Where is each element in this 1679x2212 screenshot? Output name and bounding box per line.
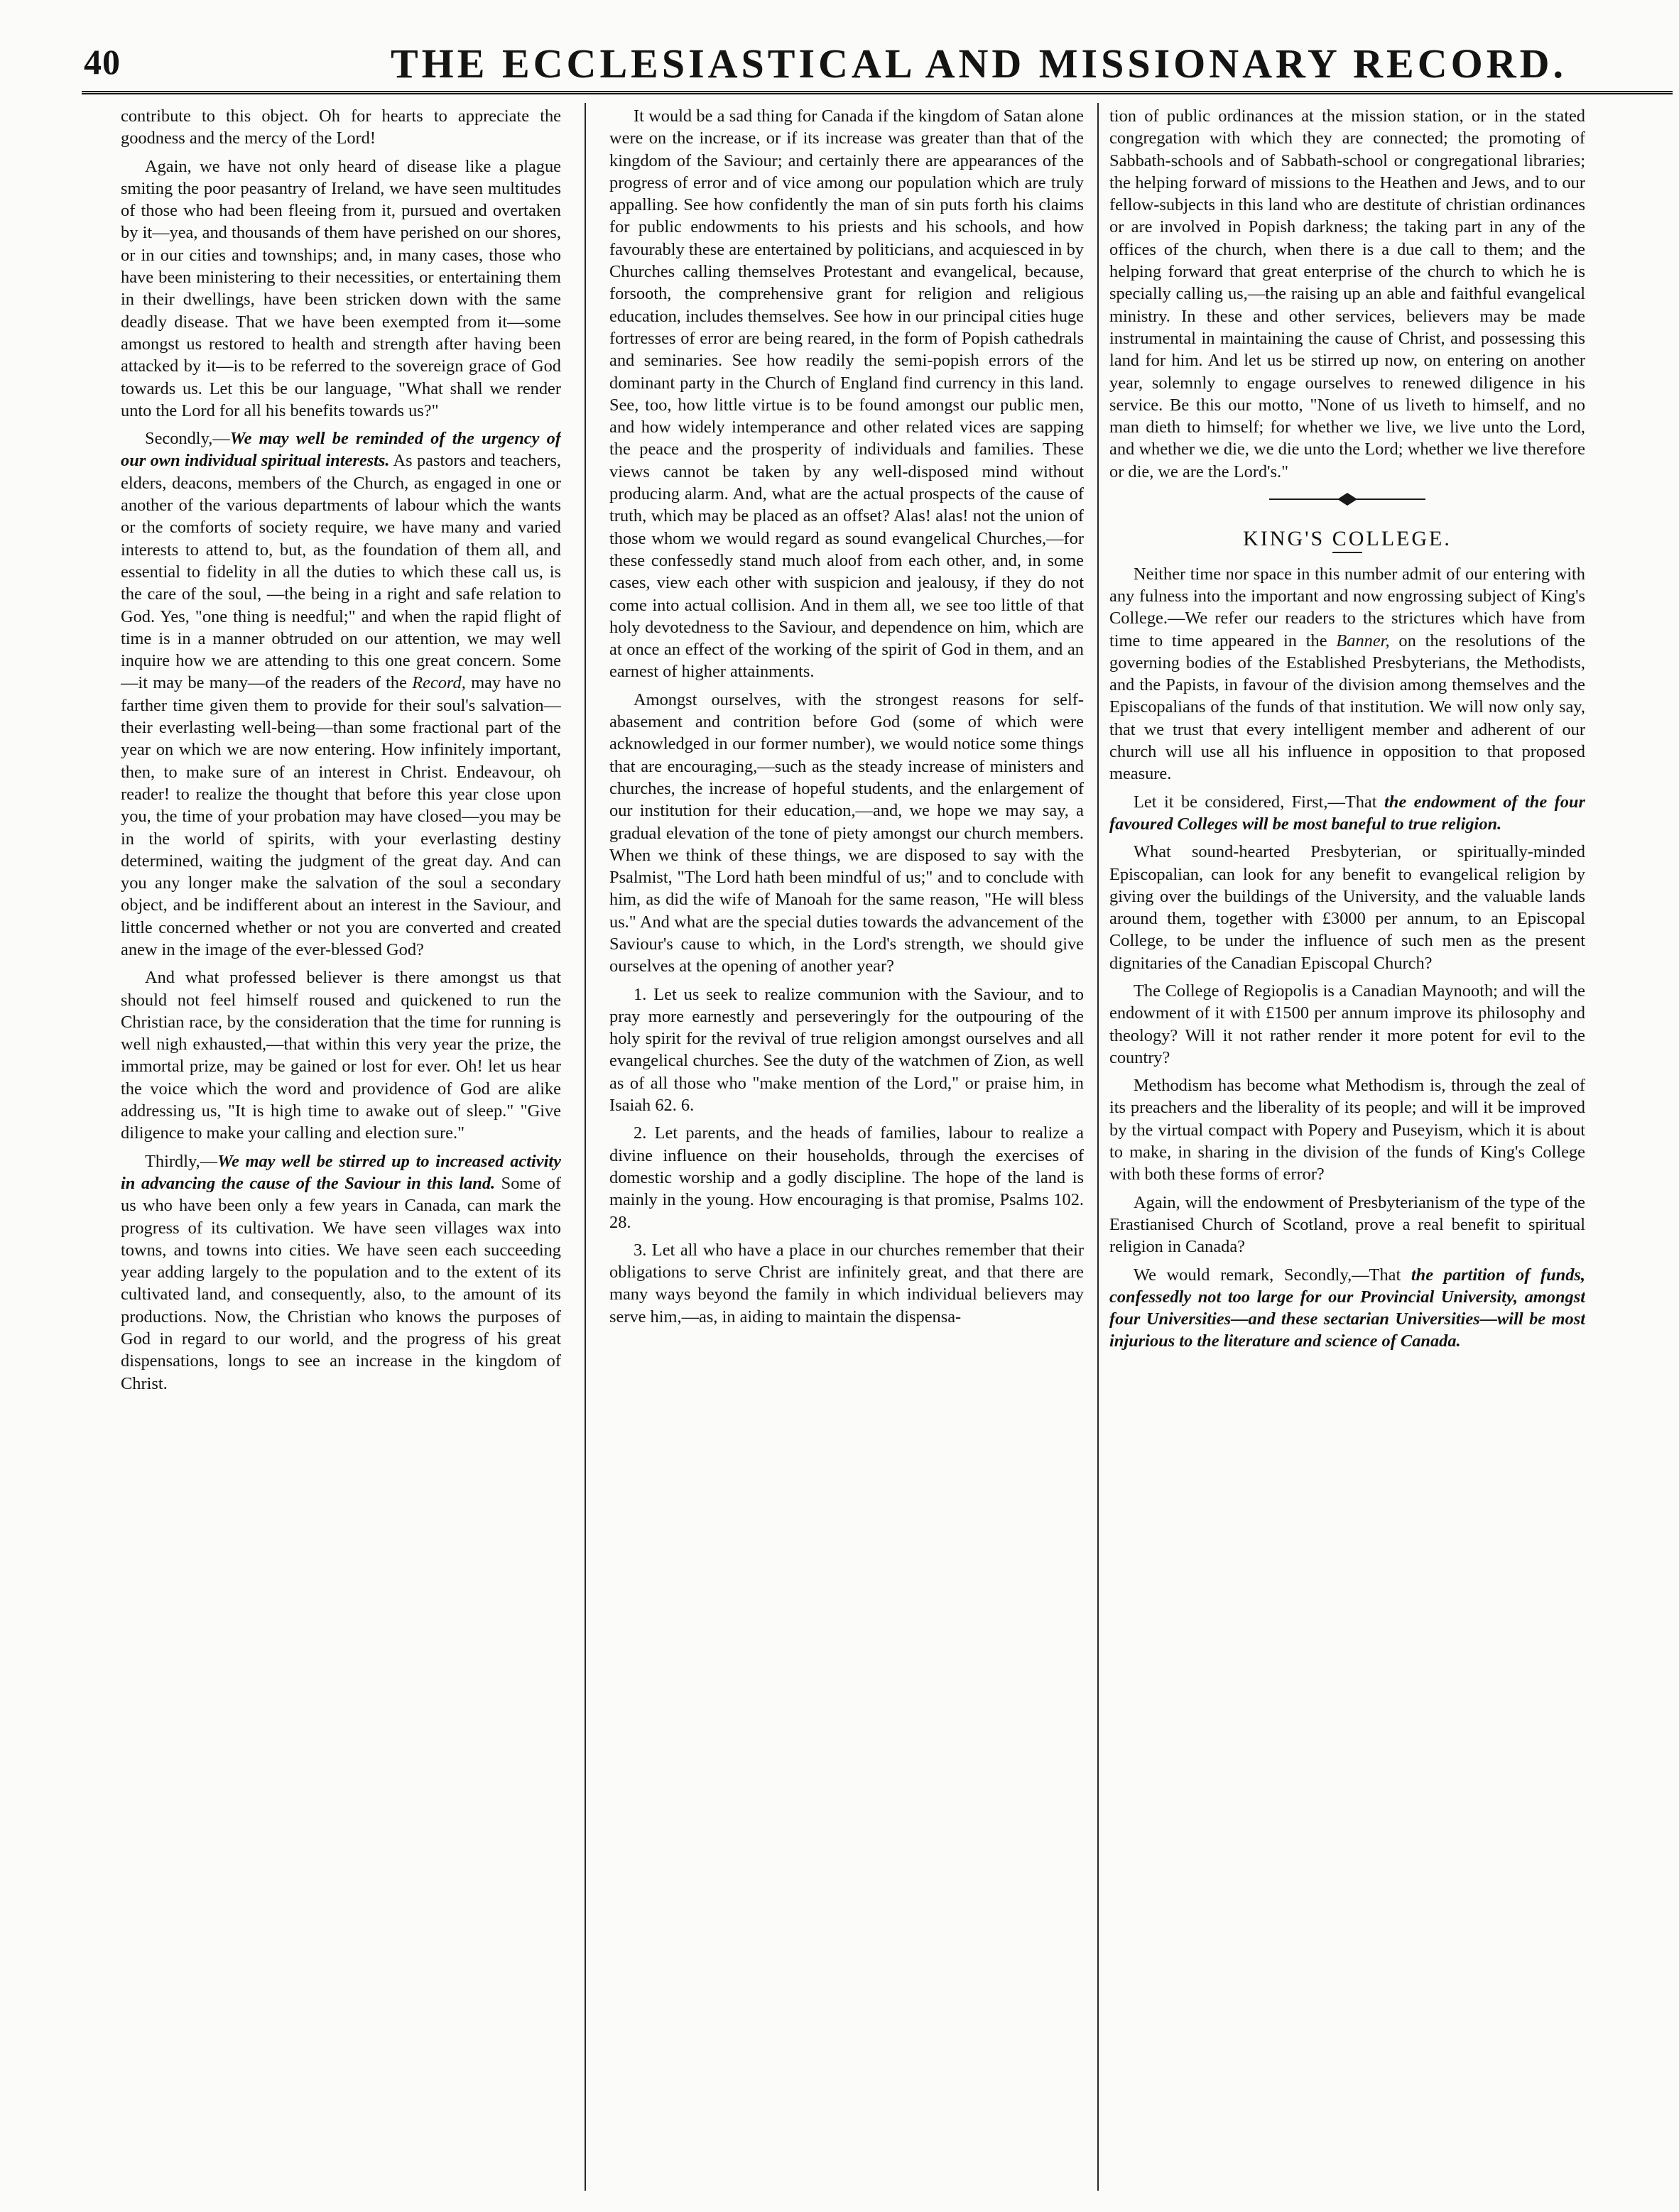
paragraph: 2. Let parents, and the heads of families, labour to realize a divine influence on their households, through the exercises of domestic worship and a godly discipline. The hope of the land is mainly in the young. How encouraging is that promise, Psalms 102. 28. — [609, 1123, 1084, 1232]
paragraph-emphasis: We may well be stirred up to increased activity in advancing the cause of the Saviour in this land. — [121, 1151, 561, 1193]
paragraph: It would be a sad thing for Canada if the kingdom of Satan alone were on the increase, or if its increase was greater than that of the kingdom of the Saviour; and certainly there are appearances of the progress of error and of vice among our population which are truly appalling. See how confidently the man of sin puts forth his claims for public endowments to his priests and his schools, and how favourably these are entertained by politicians, and acquiesced in by Churches calling themselves Protestant and evangelical, because, forsooth, the comprehensive grant for religion and religious education, includes themselves. See how in our principal cities huge fortresses of error are being reared, in the form of Popish cathedrals and seminaries. See how readily the semi-popish errors of the dominant party in the Church of England find currency in this land. See, too, how little virtue is to be found amongst our public men, and how widely intemperance and other related vices are sapping the peace and the prosperity of individuals and families. These views cannot be taken by any well-disposed mind without producing alarm. And, what are the actual prospects of the cause of truth, which may be placed as an offset? Alas! alas! not the union of those whom we would regard as sound evangelical Churches,—for these confessedly stand much aloof from each other, and, in some cases, view each other with suspicion and jealousy, if they do not come into actual collision. And in them all, we see too little of that holy devotedness to the Saviour, and dependence on him, which are at once an effect of the working of the spirit of God in them, and an earnest of higher attainments. — [609, 107, 1084, 682]
paragraph: 3. Let all who have a place in our churches remember that their obligations to serve Christ are infinitely great, and that there are many ways beyond the family in which individual believers may serve him,—as, in aiding to maintain the dispensa- — [609, 1240, 1084, 1326]
paragraph: Amongst ourselves, with the strongest reasons for self-abasement and contrition before God (some of which were acknowledged in our former number), we would notice some things that are encouraging,—such as the steady increase of ministers and churches, the increase of hopeful students, and the enlargement of our institution for their education,—and, we hope we may say, a gradual elevation of the tone of piety amongst our church members. When we think of these things, we are disposed to say with the Psalmist, "The Lord hath been mindful of us;" and to conclude with him, as did the wife of Manoah for the same reason, "He will bless us." And what are the special duties towards the advancement of the Saviour's cause to which, in the Lord's strength, we should give ourselves at the opening of another year? — [609, 690, 1084, 976]
paragraph-text: Some of us who have been only a few years in Canada, can mark the progress of its cultivation. We have seen villages wax into towns, and towns into cities. We have seen each succeeding year adding largely to the population and to the extent of its cultivated land, and consequently, also, to the amount of its productions. Now, the Christian who knows the purposes of God in regard to our world, and the progress of his great dispensations, longs to see an increase in the kingdom of Christ. — [121, 1173, 561, 1393]
title-rule — [1332, 552, 1362, 553]
paragraph: And what professed believer is there amongst us that should not feel himself roused and quickened to run the Christian race, by the consideration that the time for running is well nigh exhausted,—that within this very year the prize, the immortal prize, may be gained or lost for ever. Oh! let us hear the voice which the word and providence of God are alike addressing us, "It is high time to awake out of sleep." "Give diligence to make your calling and election sure." — [121, 968, 561, 1143]
page-number: 40 — [84, 42, 121, 82]
column-middle — [609, 105, 1084, 2193]
paragraph — [121, 427, 561, 961]
column-divider — [585, 103, 586, 2191]
column-left — [121, 105, 561, 2193]
paragraph: contribute to this object. Oh for hearts to appreciate the goodness and the mercy of the Lord! — [121, 107, 561, 148]
page-header — [78, 36, 1676, 99]
paragraph-text: Neither time nor space in this number admit of our entering with any fulness into the important and now engrossing subject of King's College.—We refer our readers to the strictures which have from time to time appeared in the — [1109, 564, 1585, 650]
paragraph: 1. Let us seek to realize communion with the Saviour, and to pray more earnestly and perseveringly for the outpouring of the holy spirit for the revival of true religion amongst ourselves and all evangelical churches. See the duty of the watchmen of Zion, as well as of all those who "make mention of the Lord," or praise him, in Isaiah 62. 6. — [609, 984, 1084, 1116]
publication-name: Banner, — [1336, 631, 1390, 650]
paragraph-lead: Thirdly,— — [145, 1151, 218, 1171]
paragraph-text: may have no farther time given them to provide for their soul's salvation—their everlasting well-being—than some fractional part of the year on which we are now entering. How infinitely important, then, to make sure of an interest in Christ. Endeavour, oh reader! to realize the thought that before this year close upon you, the time of your probation may have closed—you may be in the world of spirits, with your everlasting destiny determined, waiting the judgment of the great day. And can you any longer make the salvation of the soul a secondary object, and be indifferent about an interest in the Saviour, and little concerned whether or not you are converted and created anew in the image of the ever-blessed God? — [121, 673, 561, 959]
paragraph-emphasis: the partition of funds, confessedly not too large for our Provincial University, amongst four Universities—and these sectarian Universities—will be most injurious to the literature and science of Canada. — [1109, 1265, 1585, 1351]
paragraph-emphasis: We may well be reminded of the urgency of our own individual spiritual interests. — [121, 429, 561, 471]
paragraph: tion of public ordinances at the mission station, or in the stated congregation with which they are connected; the promoting of Sabbath-schools and of Sabbath-school or congregational libraries; the helping forward of missions to the Heathen and Jews, and to our fellow-subjects in this land who are destitute of christian ordinances or are involved in Popish darkness; the taking part in any of the offices of the church, when there is a due call to them; and the helping forward that great enterprise of the church to which he is specially calling us,—the raising up an able and faithful evangelical ministry. In these and other services, believers may be made instrumental in maintaining the cause of Christ, and possessing this land for him. And let us be stirred up now, on entering on another year, solemnly to engage ourselves to renewed diligence in his service. Be this our motto, "None of us liveth to himself, and no man dieth to himself; for whether we live, we live unto the Lord, and whether we die, we die unto the Lord; whether we live therefore or die, we are the Lord's." — [1109, 107, 1585, 481]
paragraph-text: As pastors and teachers, elders, deacons, members of the Church, as engaged in one or another of the various departments of labour which the wants or the comforts of society require, we have many and varied interests to attend to, but, as the foundation of them all, and essential to fidelity in all the duties to which these call us, is the care of the soul, —the being in a right and safe relation to God. Yes, "one thing is needful;" and when the rapid flight of time is in a manner obtruded on our attention, we may well inquire how we are attending to this one great concern. Some—it may be many—of the readers of the — [121, 451, 561, 693]
publication-name: Record, — [412, 673, 466, 693]
paragraph-emphasis: the endowment of the four favoured Colleges will be most baneful to true religion. — [1109, 792, 1585, 834]
column-divider — [1097, 103, 1099, 2191]
paragraph-text: on the resolutions of the governing bodies of the Established Presbyterians, the Methodists, and the Papists, in favour of the division among themselves and the Episcopalians of the funds of that institution. We will now only say, that we trust that every intelligent member and adherent of our church will use all his influence in opposition to that proposed measure. — [1109, 631, 1585, 784]
paragraph: Again, will the endowment of Presbyterianism of the type of the Erastianised Church of Scotland, prove a real benefit to spiritual religion in Canada? — [1109, 1192, 1585, 1257]
paragraph-lead: Secondly,— — [145, 429, 230, 449]
paragraph: Methodism has become what Methodism is, through the zeal of its preachers and the liberality of its people; and will it be improved by the virtual compact with Popery and Puseyism, which it is about to make, in sharing in the division of the funds of King's College with both these forms of error? — [1109, 1076, 1585, 1184]
paragraph-lead: Let it be considered, First,—That — [1134, 792, 1384, 812]
paragraph: The College of Regiopolis is a Canadian Maynooth; and will the endowment of it with £1500 per annum improve its philosophy and theology? Will it not rather render it more potent for evil to the country? — [1109, 981, 1585, 1067]
running-title: THE ECCLESIASTICAL AND MISSIONARY RECORD. — [391, 40, 1567, 87]
paragraph — [1109, 791, 1585, 836]
section-title: KING'S COLLEGE. — [1243, 527, 1452, 551]
paragraph: Again, we have not only heard of disease like a plague smiting the poor peasantry of Ireland, we have seen multitudes of those who had been fleeing from it, pursued and overtaken by it—yea, and thousands of them have perished on our shores, or in our cities and townships; and, in many cases, those who have been ministering to their necessities, or entertaining them in their dwellings, have been stricken down with the same deadly disease. That we have been exempted from it—some amongst us restored to health and strength after having been attacked by it—is to be referred to the sovereign grace of God towards us. Let this be our language, "What shall we render unto the Lord for all his benefits towards us?" — [121, 156, 561, 420]
paragraph — [1109, 563, 1585, 785]
paragraph: What sound-hearted Presbyterian, or spiritually-minded Episcopalian, can look for any benefit to evangelical religion by giving over the buildings of the University, and the valuable lands around them, together with £3000 per annum, to an Episcopal College, to be under the influence of such men as the present dignitaries of the Canadian Episcopal Church? — [1109, 842, 1585, 973]
header-rule — [82, 91, 1673, 94]
column-right — [1109, 105, 1585, 2193]
diamond-ornament-icon — [1109, 490, 1585, 512]
paragraph — [1109, 1264, 1585, 1353]
paragraph — [121, 1150, 561, 1395]
paragraph-lead: We would remark, Secondly,—That — [1134, 1265, 1411, 1285]
